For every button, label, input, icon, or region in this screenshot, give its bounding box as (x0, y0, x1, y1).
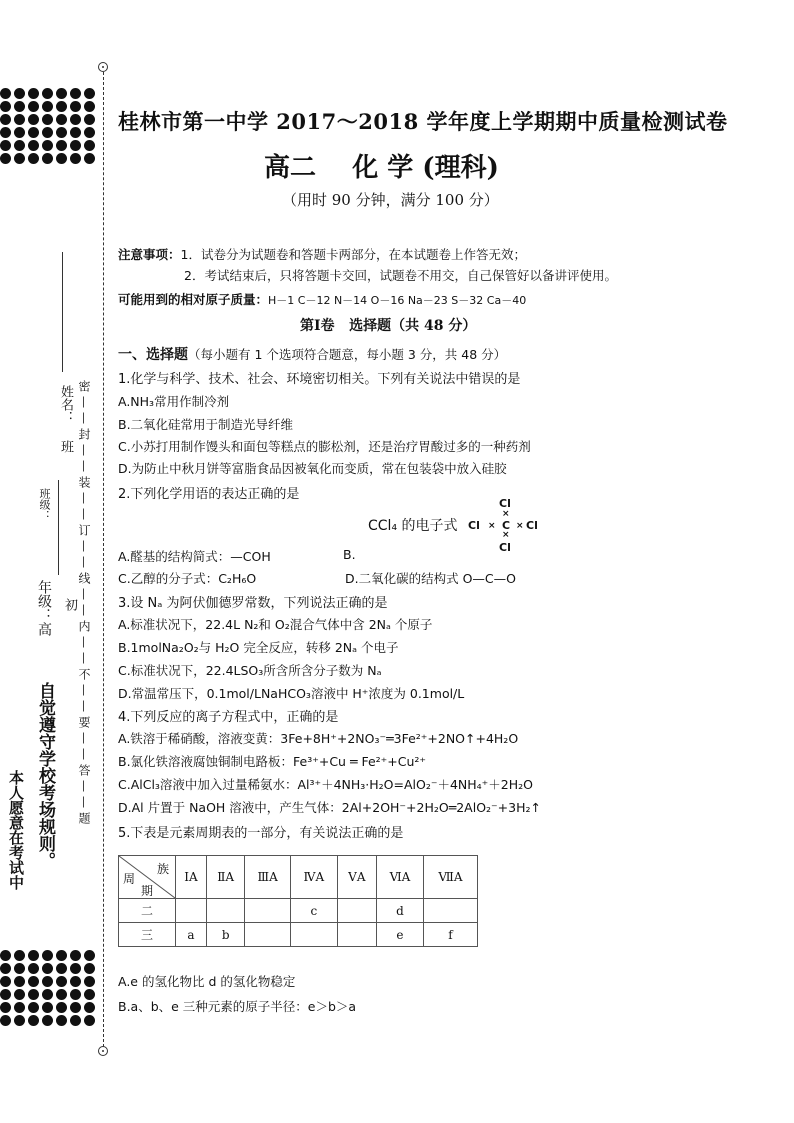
electron-pair-right: × (516, 521, 524, 531)
part-heading (118, 344, 506, 364)
q2-option-d: D.二氧化碳的结构式 O—C—O (345, 571, 516, 586)
name-field-line[interactable] (62, 252, 63, 372)
element-cell: d (377, 899, 424, 923)
q5-option-b: B.a、b、e 三种元素的原子半径：e＞b＞a (118, 999, 357, 1014)
q4-option-a: A.铁溶于稀硝酸，溶液变黄：3Fe+8H⁺+2NO₃⁻═3Fe²⁺+2NO↑+4H₂O (118, 731, 519, 746)
notice-item-2: 2．考试结束后，只将答题卡交回，试题卷不用交，自己保管好以备讲评使用。 (184, 268, 617, 283)
part-label: 一、选择题 (118, 347, 188, 363)
group-header: ⅤA (337, 856, 376, 899)
group-header: ⅠA (176, 856, 207, 899)
q2-option-a: A.醛基的结构简式：—COH (118, 549, 271, 564)
element-cell (337, 899, 376, 923)
ccl4-formula-label: CCl₄ 的电子式 (368, 518, 458, 534)
q1-option-a: A.NH₃常用作制冷剂 (118, 394, 230, 409)
reminder-line-1: 本人愿意在考试中 (7, 770, 25, 890)
element-cell: f (423, 923, 477, 947)
element-cell: e (377, 923, 424, 947)
element-cell (337, 923, 376, 947)
electron-pair-top: × (502, 509, 510, 519)
table-row (119, 899, 478, 923)
q2-option-b: B. (343, 547, 356, 562)
corner-left-label: 周 (123, 872, 136, 886)
notice-line-1 (118, 245, 526, 263)
electron-pair-bottom: × (502, 530, 510, 540)
q1-option-d: D.为防止中秋月饼等富脂食品因被氧化而变质，常在包装袋中放入硅胶 (118, 461, 507, 476)
carbon-atom: C (502, 519, 511, 532)
chu-label: 初 (62, 598, 77, 611)
group-header: ⅢA (245, 856, 291, 899)
cl-top: Cl (499, 497, 511, 510)
q4-option-d: D.Al 片置于 NaOH 溶液中，产生气体：2Al+2OH⁻+2H₂O═2AlO₂⁻+3H₂↑ (118, 800, 541, 815)
q4-stem: 4.下列反应的离子方程式中，正确的是 (118, 710, 339, 725)
binding-hole-top (98, 62, 108, 72)
class-suffix-label: 班 (58, 440, 73, 453)
corner-cell (119, 856, 176, 899)
binding-hole-bottom (98, 1046, 108, 1056)
q3-stem: 3.设 Nₐ 为阿伏伽德罗常数，下列说法正确的是 (118, 596, 388, 611)
q4-option-c: C.AlCl₃溶液中加入过量稀氨水：Al³⁺＋4NH₃·H₂O=AlO₂⁻＋4NH₄⁺＋2H₂O (118, 777, 533, 792)
reminder-line-2: 自觉遵守学校考场规则。 (35, 682, 55, 869)
corner-bottom-label: 期 (141, 884, 154, 898)
name-field-label: 姓名： (58, 385, 73, 424)
q2-stem: 2.下列化学用语的表达正确的是 (118, 487, 300, 502)
binding-dots-bottom (0, 950, 100, 1026)
q1-option-c: C.小苏打用制作馒头和面包等糕点的膨松剂，还是治疗胃酸过多的一种药剂 (118, 439, 531, 454)
period-label: 三 (119, 923, 176, 947)
element-cell (176, 899, 207, 923)
table-row (119, 923, 478, 947)
notice-item-1: 1．试卷分为试题卷和答题卡两部分，在本试题卷上作答无效； (180, 247, 526, 262)
exam-time: （用时 90 分钟，满分 100 分） (282, 191, 499, 209)
cl-bottom: Cl (499, 541, 511, 554)
grade-field-label: 年级：高 (36, 580, 52, 636)
notice-line-2 (184, 266, 617, 284)
group-header: ⅦA (423, 856, 477, 899)
class-field-label: 班级： (38, 488, 51, 521)
element-cell (245, 899, 291, 923)
section-title: 第Ⅰ卷 选择题（共 48 分） (300, 318, 477, 334)
corner-top-label: 族 (156, 862, 169, 876)
element-cell (423, 899, 477, 923)
q5-stem: 5.下表是元素周期表的一部分，有关说法正确的是 (118, 826, 404, 841)
atomic-mass-line (118, 290, 526, 308)
q3-option-c: C.标准状况下，22.4LSO₃所含所含分子数为 Nₐ (118, 663, 382, 678)
group-header: ⅥA (377, 856, 424, 899)
q3-option-b: B.1molNa₂O₂与 H₂O 完全反应，转移 2Nₐ 个电子 (118, 640, 399, 655)
cl-right: Cl (526, 519, 538, 532)
electron-pair-left: × (488, 521, 496, 531)
q1-stem: 1.化学与科学、技术、社会、环境密切相关。下列有关说法中错误的是 (118, 372, 521, 387)
binding-dots-top (0, 88, 100, 164)
element-cell (206, 899, 244, 923)
notice-label: 注意事项： (118, 247, 181, 262)
element-cell: b (206, 923, 244, 947)
seal-line-text: 密——封——装——订——线——内——不——要——答——题 (77, 380, 91, 828)
element-cell: c (291, 899, 338, 923)
q4-option-b: B.氯化铁溶液腐蚀铜制电路板：Fe³⁺+Cu ═ Fe²⁺+Cu²⁺ (118, 754, 426, 769)
exam-title: 桂林市第一中学 2017～2018 学年度上学期期中质量检测试卷 (118, 109, 728, 134)
exam-subject: 高二 化 学 (理科) (264, 153, 499, 183)
q3-option-d: D.常温常压下，0.1mol/LNaHCO₃溶液中 H⁺浓度为 0.1mol/L (118, 686, 465, 701)
q1-option-b: B.二氧化硅常用于制造光导纤维 (118, 417, 294, 432)
atomic-mass-values: H－1 C－12 N－14 O－16 Na－23 S－32 Ca－40 (268, 294, 527, 307)
atomic-mass-label: 可能用到的相对原子质量： (118, 292, 269, 307)
q5-option-a: A.e 的氢化物比 d 的氢化物稳定 (118, 974, 296, 989)
period-label: 二 (119, 899, 176, 923)
element-cell: a (176, 923, 207, 947)
table-header-row (119, 856, 478, 899)
group-header: ⅡA (206, 856, 244, 899)
element-cell (291, 923, 338, 947)
class-field-line[interactable] (58, 480, 59, 575)
binding-line (103, 72, 104, 1047)
element-cell (245, 923, 291, 947)
ccl4-electron-formula (466, 497, 546, 555)
q2-option-c: C.乙醇的分子式：C₂H₆O (118, 571, 257, 586)
part-desc: （每小题有 1 个选项符合题意，每小题 3 分，共 48 分） (188, 347, 507, 362)
periodic-table (118, 855, 478, 947)
group-header: ⅣA (291, 856, 338, 899)
q3-option-a: A.标准状况下，22.4L N₂和 O₂混合气体中含 2Nₐ 个原子 (118, 617, 433, 632)
cl-left: Cl (468, 519, 480, 532)
